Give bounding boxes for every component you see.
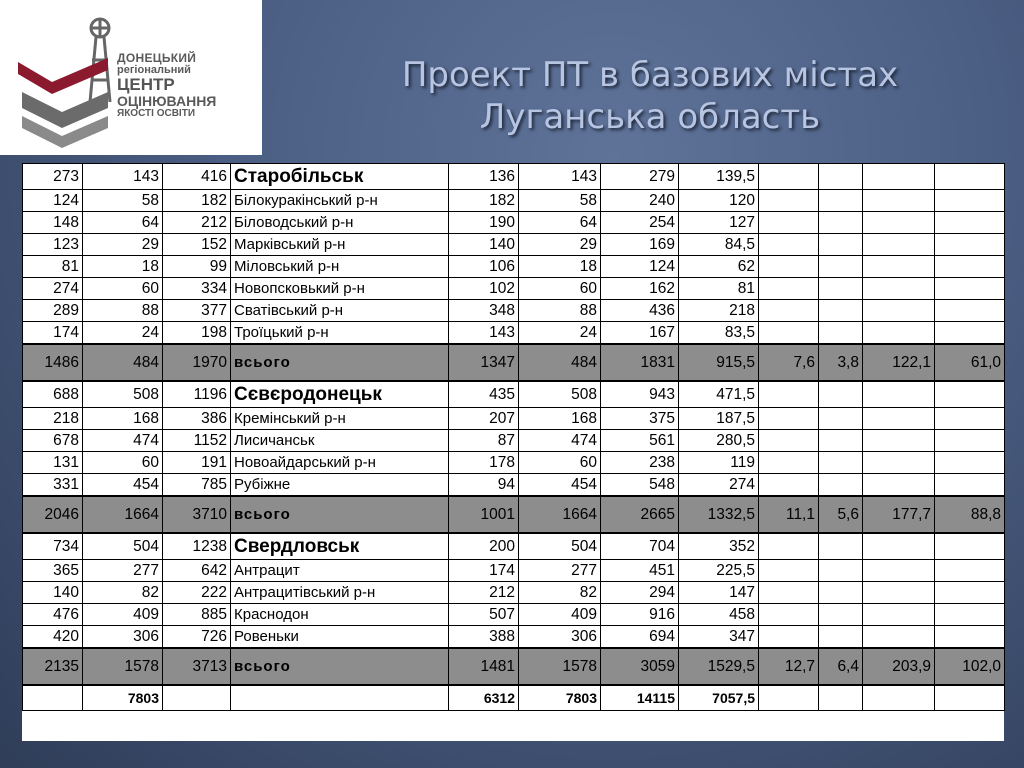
table-cell <box>759 626 819 649</box>
table-cell: 277 <box>519 560 601 582</box>
table-row <box>23 560 1005 582</box>
district-name-cell: Свердловськ <box>231 533 449 560</box>
table-cell: 254 <box>601 212 679 234</box>
table-cell <box>935 278 1005 300</box>
district-name-cell: Сєвєродонецьк <box>231 381 449 408</box>
table-cell: 24 <box>83 322 163 345</box>
table-cell: 279 <box>601 164 679 190</box>
table-cell <box>759 685 819 711</box>
table-cell <box>759 408 819 430</box>
table-cell: 454 <box>83 474 163 497</box>
table-cell: 14115 <box>601 685 679 711</box>
table-cell: 409 <box>519 604 601 626</box>
table-cell <box>863 234 935 256</box>
data-table <box>22 163 1005 711</box>
district-name-cell: Новопсковький р-н <box>231 278 449 300</box>
district-name-cell: Рубіжне <box>231 474 449 497</box>
table-cell: 471,5 <box>679 381 759 408</box>
table-cell: 785 <box>163 474 231 497</box>
table-cell: 99 <box>163 256 231 278</box>
table-cell <box>863 430 935 452</box>
table-cell <box>935 430 1005 452</box>
district-name-cell: Ровеньки <box>231 626 449 649</box>
table-cell: 474 <box>519 430 601 452</box>
table-cell: 12,7 <box>759 648 819 685</box>
table-cell: 289 <box>23 300 83 322</box>
table-cell <box>863 190 935 212</box>
city-row <box>23 164 1005 190</box>
table-cell <box>759 164 819 190</box>
table-cell <box>863 278 935 300</box>
table-cell <box>23 685 83 711</box>
table-cell: 1332,5 <box>679 496 759 533</box>
table-cell <box>863 474 935 497</box>
slide-title <box>300 54 1000 138</box>
table-cell <box>935 212 1005 234</box>
table-cell: 306 <box>83 626 163 649</box>
table-cell: 885 <box>163 604 231 626</box>
table-cell <box>759 190 819 212</box>
table-cell <box>935 626 1005 649</box>
table-cell: 218 <box>679 300 759 322</box>
table-cell: 177,7 <box>863 496 935 533</box>
table-cell: 458 <box>679 604 759 626</box>
district-name-cell: Сватівський р-н <box>231 300 449 322</box>
table-cell: 347 <box>679 626 759 649</box>
table-cell: 1347 <box>449 344 519 381</box>
table-row <box>23 474 1005 497</box>
table-cell <box>759 234 819 256</box>
table-cell: 136 <box>449 164 519 190</box>
table-cell: 2665 <box>601 496 679 533</box>
table-cell: 436 <box>601 300 679 322</box>
table-cell: 218 <box>23 408 83 430</box>
table-cell <box>935 408 1005 430</box>
city-row <box>23 533 1005 560</box>
table-cell <box>863 582 935 604</box>
table-cell: 178 <box>449 452 519 474</box>
table-cell: 3713 <box>163 648 231 685</box>
table-cell: 451 <box>601 560 679 582</box>
table-cell: 3059 <box>601 648 679 685</box>
table-row <box>23 626 1005 649</box>
district-name-cell: Білокуракінський р-н <box>231 190 449 212</box>
table-cell: 1481 <box>449 648 519 685</box>
table-cell: 87 <box>449 430 519 452</box>
table-cell: 102 <box>449 278 519 300</box>
table-cell: 365 <box>23 560 83 582</box>
table-cell: 508 <box>83 381 163 408</box>
total-row <box>23 648 1005 685</box>
table-row <box>23 212 1005 234</box>
table-cell: 18 <box>83 256 163 278</box>
table-cell: 11,1 <box>759 496 819 533</box>
table-cell: 60 <box>83 452 163 474</box>
total-row <box>23 496 1005 533</box>
table-cell: 174 <box>449 560 519 582</box>
table-cell: 943 <box>601 381 679 408</box>
table-cell: 548 <box>601 474 679 497</box>
table-cell: 274 <box>679 474 759 497</box>
table-row <box>23 430 1005 452</box>
table-cell: 84,5 <box>679 234 759 256</box>
table-cell: 94 <box>449 474 519 497</box>
table-cell <box>819 474 863 497</box>
table-cell: 1001 <box>449 496 519 533</box>
table-cell: 60 <box>83 278 163 300</box>
table-cell <box>759 533 819 560</box>
district-name-cell: Лисичанськ <box>231 430 449 452</box>
table-cell: 6,4 <box>819 648 863 685</box>
table-cell: 726 <box>163 626 231 649</box>
table-cell: 29 <box>519 234 601 256</box>
table-cell: 352 <box>679 533 759 560</box>
table-cell <box>863 164 935 190</box>
table-cell: 191 <box>163 452 231 474</box>
table-row <box>23 256 1005 278</box>
district-name-cell: всього <box>231 496 449 533</box>
table-cell: 169 <box>601 234 679 256</box>
table-cell: 504 <box>519 533 601 560</box>
table-cell: 140 <box>449 234 519 256</box>
table-cell: 168 <box>519 408 601 430</box>
table-cell: 131 <box>23 452 83 474</box>
table-cell: 143 <box>449 322 519 345</box>
table-cell <box>819 582 863 604</box>
table-cell: 82 <box>83 582 163 604</box>
table-cell: 167 <box>601 322 679 345</box>
table-cell: 375 <box>601 408 679 430</box>
table-cell: 2135 <box>23 648 83 685</box>
table-cell: 306 <box>519 626 601 649</box>
table-cell: 58 <box>519 190 601 212</box>
table-cell <box>819 381 863 408</box>
table-cell: 106 <box>449 256 519 278</box>
table-cell: 124 <box>601 256 679 278</box>
table-cell: 140 <box>23 582 83 604</box>
table-cell: 18 <box>519 256 601 278</box>
table-cell: 476 <box>23 604 83 626</box>
table-cell <box>819 278 863 300</box>
table-cell: 7057,5 <box>679 685 759 711</box>
table-cell: 484 <box>519 344 601 381</box>
table-cell <box>759 582 819 604</box>
table-cell <box>819 430 863 452</box>
table-cell: 388 <box>449 626 519 649</box>
table-cell <box>759 430 819 452</box>
table-row <box>23 408 1005 430</box>
table-cell: 334 <box>163 278 231 300</box>
table-cell: 331 <box>23 474 83 497</box>
table-cell: 280,5 <box>679 430 759 452</box>
table-cell: 225,5 <box>679 560 759 582</box>
table-cell <box>163 685 231 711</box>
table-cell <box>759 300 819 322</box>
district-name-cell: всього <box>231 648 449 685</box>
table-cell: 274 <box>23 278 83 300</box>
district-name-cell: всього <box>231 344 449 381</box>
table-cell: 3,8 <box>819 344 863 381</box>
table-cell: 5,6 <box>819 496 863 533</box>
table-cell <box>819 212 863 234</box>
table-cell: 143 <box>83 164 163 190</box>
table-cell: 139,5 <box>679 164 759 190</box>
table-cell <box>863 560 935 582</box>
table-row <box>23 190 1005 212</box>
table-cell <box>863 452 935 474</box>
table-cell <box>759 256 819 278</box>
district-name-cell: Біловодський р-н <box>231 212 449 234</box>
table-cell: 29 <box>83 234 163 256</box>
table-cell: 124 <box>23 190 83 212</box>
table-cell: 62 <box>679 256 759 278</box>
table-cell: 474 <box>83 430 163 452</box>
table-cell: 409 <box>83 604 163 626</box>
table-cell: 222 <box>163 582 231 604</box>
table-cell <box>935 474 1005 497</box>
table-cell: 508 <box>519 381 601 408</box>
table-cell <box>819 560 863 582</box>
table-cell <box>935 164 1005 190</box>
table-cell: 916 <box>601 604 679 626</box>
table-cell: 88 <box>83 300 163 322</box>
table-cell <box>863 256 935 278</box>
table-cell: 273 <box>23 164 83 190</box>
table-cell: 435 <box>449 381 519 408</box>
table-cell: 1578 <box>83 648 163 685</box>
table-cell <box>819 685 863 711</box>
table-cell <box>935 300 1005 322</box>
table-cell: 64 <box>83 212 163 234</box>
table-cell: 416 <box>163 164 231 190</box>
table-cell: 348 <box>449 300 519 322</box>
table-cell: 694 <box>601 626 679 649</box>
table-cell <box>759 452 819 474</box>
table-cell: 61,0 <box>935 344 1005 381</box>
table-cell: 88 <box>519 300 601 322</box>
table-cell <box>863 322 935 345</box>
table-cell <box>819 452 863 474</box>
table-cell: 688 <box>23 381 83 408</box>
table-cell: 507 <box>449 604 519 626</box>
table-cell: 1238 <box>163 533 231 560</box>
table-cell: 122,1 <box>863 344 935 381</box>
table-cell: 377 <box>163 300 231 322</box>
table-cell: 82 <box>519 582 601 604</box>
table-cell <box>863 685 935 711</box>
table-cell: 678 <box>23 430 83 452</box>
table-cell: 102,0 <box>935 648 1005 685</box>
table-cell: 504 <box>83 533 163 560</box>
table-cell: 88,8 <box>935 496 1005 533</box>
table-cell <box>819 190 863 212</box>
table-row <box>23 300 1005 322</box>
table-cell <box>935 234 1005 256</box>
table-cell <box>935 190 1005 212</box>
table-cell: 1486 <box>23 344 83 381</box>
table-cell: 1664 <box>519 496 601 533</box>
table-cell: 6312 <box>449 685 519 711</box>
table-cell <box>935 604 1005 626</box>
logo-text <box>117 52 257 119</box>
table-cell: 81 <box>23 256 83 278</box>
table-cell <box>863 212 935 234</box>
table-cell <box>863 626 935 649</box>
logo-panel <box>0 0 262 155</box>
table-cell: 277 <box>83 560 163 582</box>
table-cell <box>759 474 819 497</box>
grand-total-row <box>23 685 1005 711</box>
district-name-cell: Антрацитівський р-н <box>231 582 449 604</box>
table-cell: 198 <box>163 322 231 345</box>
table-cell <box>759 212 819 234</box>
table-cell: 642 <box>163 560 231 582</box>
table-cell <box>819 322 863 345</box>
table-cell: 24 <box>519 322 601 345</box>
table-cell <box>759 278 819 300</box>
table-cell: 81 <box>679 278 759 300</box>
district-name-cell: Новоайдарський р-н <box>231 452 449 474</box>
logo-line-3: ЦЕНТР <box>117 75 175 95</box>
table-cell: 174 <box>23 322 83 345</box>
table-cell: 162 <box>601 278 679 300</box>
table-cell: 60 <box>519 452 601 474</box>
table-cell: 238 <box>601 452 679 474</box>
table-cell: 420 <box>23 626 83 649</box>
table-cell <box>863 533 935 560</box>
table-cell: 187,5 <box>679 408 759 430</box>
table-cell: 1831 <box>601 344 679 381</box>
table-cell <box>759 604 819 626</box>
table-cell <box>863 300 935 322</box>
table-cell <box>759 322 819 345</box>
table-row <box>23 278 1005 300</box>
table-cell: 123 <box>23 234 83 256</box>
district-name-cell: Антрацит <box>231 560 449 582</box>
table-cell: 7803 <box>83 685 163 711</box>
table-cell: 127 <box>679 212 759 234</box>
table-cell: 561 <box>601 430 679 452</box>
table-cell <box>759 560 819 582</box>
table-cell <box>935 560 1005 582</box>
district-name-cell: Марківський р-н <box>231 234 449 256</box>
table-cell: 2046 <box>23 496 83 533</box>
table-cell: 484 <box>83 344 163 381</box>
table-cell: 386 <box>163 408 231 430</box>
table-cell: 143 <box>519 164 601 190</box>
table-cell: 3710 <box>163 496 231 533</box>
table-cell <box>935 685 1005 711</box>
table-cell <box>819 164 863 190</box>
table-cell: 915,5 <box>679 344 759 381</box>
table-cell: 1664 <box>83 496 163 533</box>
table-cell: 119 <box>679 452 759 474</box>
table-cell: 7,6 <box>759 344 819 381</box>
table-cell <box>863 381 935 408</box>
table-cell <box>935 256 1005 278</box>
table-cell: 207 <box>449 408 519 430</box>
table-cell: 454 <box>519 474 601 497</box>
table-cell: 182 <box>449 190 519 212</box>
data-table-container <box>22 163 1004 741</box>
table-cell: 190 <box>449 212 519 234</box>
table-cell: 212 <box>163 212 231 234</box>
table-cell: 147 <box>679 582 759 604</box>
table-cell <box>863 604 935 626</box>
table-cell: 240 <box>601 190 679 212</box>
table-cell <box>863 408 935 430</box>
table-cell <box>819 408 863 430</box>
table-cell <box>819 626 863 649</box>
table-cell: 1196 <box>163 381 231 408</box>
logo-emblem-icon <box>12 12 132 162</box>
district-name-cell: Міловський р-н <box>231 256 449 278</box>
table-row <box>23 452 1005 474</box>
table-cell: 704 <box>601 533 679 560</box>
table-cell: 200 <box>449 533 519 560</box>
table-cell: 1578 <box>519 648 601 685</box>
table-cell <box>819 604 863 626</box>
table-cell <box>819 234 863 256</box>
total-row <box>23 344 1005 381</box>
district-name-cell <box>231 685 449 711</box>
table-row <box>23 322 1005 345</box>
table-cell: 58 <box>83 190 163 212</box>
table-cell: 734 <box>23 533 83 560</box>
table-cell: 60 <box>519 278 601 300</box>
table-cell <box>819 300 863 322</box>
table-cell: 1529,5 <box>679 648 759 685</box>
table-cell: 294 <box>601 582 679 604</box>
table-cell: 64 <box>519 212 601 234</box>
logo-line-2: регіональний <box>117 63 191 76</box>
table-cell: 182 <box>163 190 231 212</box>
slide-title-line-1: Проект ПТ в базових містах <box>401 55 899 95</box>
district-name-cell: Старобільськ <box>231 164 449 190</box>
slide-title-line-2: Луганська область <box>479 97 821 137</box>
table-row <box>23 234 1005 256</box>
district-name-cell: Троїцький р-н <box>231 322 449 345</box>
table-cell <box>935 381 1005 408</box>
table-cell: 203,9 <box>863 648 935 685</box>
table-cell: 120 <box>679 190 759 212</box>
table-row <box>23 582 1005 604</box>
table-cell: 148 <box>23 212 83 234</box>
logo-line-4: ОЦІНЮВАННЯ <box>117 92 217 109</box>
table-cell: 152 <box>163 234 231 256</box>
table-cell <box>819 533 863 560</box>
table-row <box>23 604 1005 626</box>
table-cell <box>935 582 1005 604</box>
logo-line-5: ЯКОСТІ ОСВІТИ <box>117 107 196 119</box>
district-name-cell: Краснодон <box>231 604 449 626</box>
table-cell <box>759 381 819 408</box>
table-cell: 1152 <box>163 430 231 452</box>
table-cell <box>935 533 1005 560</box>
table-cell <box>935 452 1005 474</box>
table-cell: 83,5 <box>679 322 759 345</box>
district-name-cell: Кремінський р-н <box>231 408 449 430</box>
city-row <box>23 381 1005 408</box>
table-cell <box>819 256 863 278</box>
table-cell: 1970 <box>163 344 231 381</box>
table-cell <box>935 322 1005 345</box>
table-cell: 168 <box>83 408 163 430</box>
table-cell: 7803 <box>519 685 601 711</box>
table-cell: 212 <box>449 582 519 604</box>
logo-line-1: ДОНЕЦЬКИЙ <box>117 51 197 65</box>
